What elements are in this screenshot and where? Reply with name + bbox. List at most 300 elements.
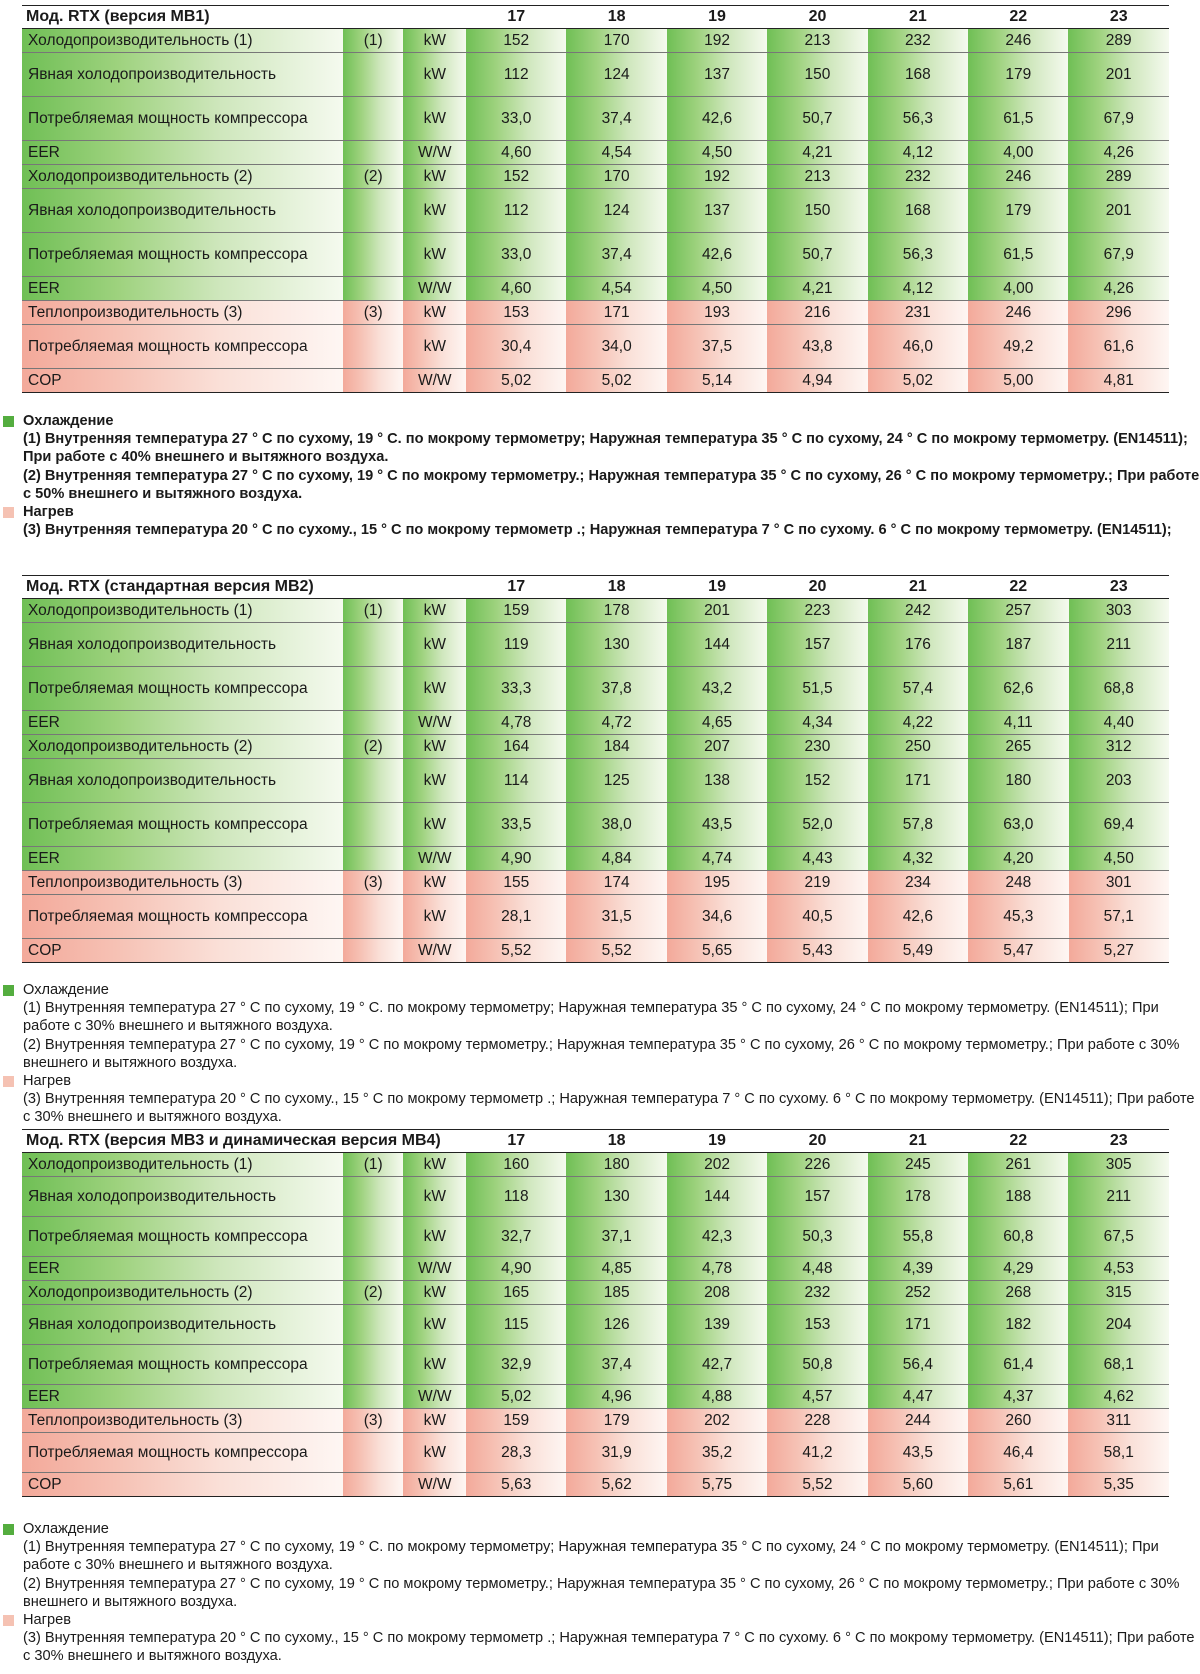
cell-value: 37,1 <box>566 1217 666 1257</box>
cell-value: 144 <box>667 623 767 667</box>
cell-value: 4,54 <box>566 277 666 301</box>
table-row <box>22 1217 1169 1257</box>
cell-value: 124 <box>566 189 666 233</box>
row-unit: W/W <box>403 1385 466 1409</box>
cooling-title: Охлаждение <box>23 982 109 998</box>
cooling-legend-icon <box>3 985 14 996</box>
cell-value: 213 <box>767 165 867 189</box>
table-row <box>22 277 1169 301</box>
table-title: Мод. RTX (версия MB3 и динамическая версия MB4) <box>22 1130 466 1153</box>
cell-value: 179 <box>968 189 1068 233</box>
cell-value: 118 <box>466 1177 566 1217</box>
cell-value: 4,29 <box>968 1257 1068 1281</box>
cell-value: 296 <box>1068 301 1169 325</box>
cell-value: 43,5 <box>868 1433 968 1473</box>
cell-value: 5,02 <box>566 369 666 393</box>
row-note-ref <box>343 1433 404 1473</box>
column-header: 21 <box>868 6 968 29</box>
cell-value: 4,12 <box>868 141 968 165</box>
cell-value: 201 <box>667 599 767 623</box>
cell-value: 245 <box>868 1153 968 1177</box>
table-row <box>22 759 1169 803</box>
cell-value: 185 <box>566 1281 666 1305</box>
cell-value: 153 <box>767 1305 867 1345</box>
cell-value: 34,6 <box>667 895 767 939</box>
cell-value: 139 <box>667 1305 767 1345</box>
cell-value: 152 <box>767 759 867 803</box>
column-header: 21 <box>868 1130 968 1153</box>
row-unit: kW <box>403 189 466 233</box>
table-row <box>22 1281 1169 1305</box>
table-row <box>22 1409 1169 1433</box>
cell-value: 69,4 <box>1069 803 1170 847</box>
cell-value: 246 <box>968 165 1068 189</box>
cell-value: 202 <box>667 1409 767 1433</box>
cell-value: 67,9 <box>1068 97 1169 141</box>
cell-value: 144 <box>667 1177 767 1217</box>
cell-value: 112 <box>466 53 566 97</box>
row-unit: W/W <box>403 1473 466 1497</box>
cell-value: 232 <box>868 165 968 189</box>
cell-value: 37,5 <box>667 325 767 369</box>
spec-table-mb2 <box>22 575 1169 963</box>
cell-value: 5,52 <box>566 939 666 963</box>
cell-value: 4,88 <box>667 1385 767 1409</box>
cell-value: 223 <box>767 599 867 623</box>
cell-value: 208 <box>667 1281 767 1305</box>
heating-legend-icon <box>3 1615 14 1626</box>
cell-value: 31,9 <box>566 1433 666 1473</box>
row-label: EER <box>22 1257 343 1281</box>
cell-value: 124 <box>566 53 666 97</box>
cell-value: 50,7 <box>767 233 867 277</box>
row-label: COP <box>22 939 343 963</box>
cell-value: 248 <box>968 871 1068 895</box>
column-header: 20 <box>767 576 867 599</box>
cell-value: 37,4 <box>566 97 666 141</box>
row-note-ref <box>343 277 404 301</box>
row-note-ref <box>343 97 404 141</box>
notes-block-mb3-mb4 <box>0 1520 1200 1666</box>
row-note-ref: (1) <box>343 1153 404 1177</box>
cell-value: 67,9 <box>1068 233 1169 277</box>
cell-value: 182 <box>968 1305 1068 1345</box>
cell-value: 153 <box>466 301 566 325</box>
cell-value: 168 <box>868 53 968 97</box>
cell-value: 4,78 <box>667 1257 767 1281</box>
cell-value: 305 <box>1068 1153 1169 1177</box>
note-3: (3) Внутренняя температура 20 ° C по сухому., 15 ° C по мокрому термометр .; Наружная температура 7 ° C по сухому. 6 ° C по мокрому термометру. (EN14511); При работе с 30% внешнего и вытяжного воздуха. <box>23 1630 1195 1665</box>
cell-value: 171 <box>868 1305 968 1345</box>
cell-value: 37,4 <box>566 1345 666 1385</box>
cell-value: 4,26 <box>1068 277 1169 301</box>
heating-title: Нагрев <box>23 1612 71 1629</box>
cell-value: 4,21 <box>767 277 867 301</box>
cell-value: 261 <box>968 1153 1068 1177</box>
row-label: Холодопроизводительность (1) <box>22 29 343 53</box>
cell-value: 5,43 <box>767 939 867 963</box>
cell-value: 231 <box>868 301 968 325</box>
table-row <box>22 97 1169 141</box>
column-header: 20 <box>767 1130 867 1153</box>
cell-value: 4,40 <box>1069 711 1170 735</box>
row-note-ref <box>343 667 404 711</box>
note-1: (1) Внутренняя температура 27 ° C по сухому, 19 ° C. по мокрому термометру; Наружная температура 35 ° C по сухому, 24 ° C по мокрому термометру. (EN14511); При работе с 30% внешнего и вытяжного воздуха. <box>23 1000 1159 1035</box>
cell-value: 5,35 <box>1068 1473 1169 1497</box>
cell-value: 4,65 <box>667 711 767 735</box>
cell-value: 63,0 <box>968 803 1068 847</box>
heating-legend-icon <box>3 507 14 518</box>
cell-value: 187 <box>968 623 1068 667</box>
table-row <box>22 189 1169 233</box>
row-note-ref <box>343 1473 404 1497</box>
cell-value: 5,52 <box>466 939 566 963</box>
cell-value: 4,26 <box>1068 141 1169 165</box>
row-label: Теплопроизводительность (3) <box>22 871 343 895</box>
column-header: 22 <box>968 576 1068 599</box>
table-title: Мод. RTX (версия MB1) <box>22 6 466 29</box>
row-unit: kW <box>403 233 466 277</box>
cell-value: 50,3 <box>767 1217 867 1257</box>
cell-value: 4,20 <box>968 847 1068 871</box>
row-note-ref: (3) <box>343 871 404 895</box>
cell-value: 242 <box>868 599 968 623</box>
cell-value: 260 <box>968 1409 1068 1433</box>
row-label: Потребляемая мощность компрессора <box>22 803 343 847</box>
row-label: EER <box>22 141 343 165</box>
row-unit: kW <box>403 599 466 623</box>
cell-value: 45,3 <box>968 895 1068 939</box>
cell-value: 56,3 <box>868 97 968 141</box>
cell-value: 289 <box>1068 29 1169 53</box>
row-label: EER <box>22 847 343 871</box>
cell-value: 49,2 <box>968 325 1068 369</box>
row-unit: kW <box>403 1217 466 1257</box>
cell-value: 159 <box>466 1409 566 1433</box>
row-note-ref <box>343 1257 404 1281</box>
cell-value: 4,90 <box>466 847 566 871</box>
table-row <box>22 1153 1169 1177</box>
cell-value: 55,8 <box>868 1217 968 1257</box>
cell-value: 61,5 <box>968 97 1068 141</box>
cell-value: 4,50 <box>667 277 767 301</box>
cell-value: 168 <box>868 189 968 233</box>
row-label: EER <box>22 711 343 735</box>
cooling-title: Охлаждение <box>23 413 114 429</box>
cell-value: 42,6 <box>667 233 767 277</box>
heating-title: Нагрев <box>23 504 74 521</box>
cell-value: 30,4 <box>466 325 566 369</box>
cell-value: 5,60 <box>868 1473 968 1497</box>
row-unit: kW <box>403 735 466 759</box>
row-unit: W/W <box>403 277 466 301</box>
row-unit: kW <box>403 1177 466 1217</box>
cell-value: 35,2 <box>667 1433 767 1473</box>
cell-value: 193 <box>667 301 767 325</box>
cell-value: 4,85 <box>566 1257 666 1281</box>
cell-value: 201 <box>1068 189 1169 233</box>
cell-value: 56,3 <box>868 233 968 277</box>
row-note-ref <box>343 1305 404 1345</box>
column-header: 22 <box>968 6 1068 29</box>
cell-value: 159 <box>466 599 566 623</box>
cell-value: 155 <box>466 871 566 895</box>
cooling-title: Охлаждение <box>23 1521 109 1537</box>
row-label: COP <box>22 1473 343 1497</box>
cell-value: 5,47 <box>968 939 1068 963</box>
table-row <box>22 369 1169 393</box>
spec-table-mb1 <box>22 5 1169 393</box>
cell-value: 42,3 <box>667 1217 767 1257</box>
cell-value: 4,50 <box>667 141 767 165</box>
cell-value: 311 <box>1068 1409 1169 1433</box>
row-unit: kW <box>403 301 466 325</box>
cell-value: 4,12 <box>868 277 968 301</box>
table-row <box>22 1257 1169 1281</box>
row-label: Явная холодопроизводительность <box>22 189 343 233</box>
cell-value: 232 <box>767 1281 867 1305</box>
row-note-ref <box>343 189 404 233</box>
cell-value: 5,00 <box>968 369 1068 393</box>
cell-value: 130 <box>566 623 666 667</box>
row-note-ref: (2) <box>343 735 404 759</box>
cell-value: 4,60 <box>466 277 566 301</box>
cell-value: 62,6 <box>968 667 1068 711</box>
cell-value: 265 <box>968 735 1068 759</box>
cell-value: 4,81 <box>1068 369 1169 393</box>
column-header: 21 <box>868 576 968 599</box>
row-note-ref: (1) <box>343 599 404 623</box>
cell-value: 244 <box>868 1409 968 1433</box>
cell-value: 4,74 <box>667 847 767 871</box>
cell-value: 170 <box>566 29 666 53</box>
row-note-ref: (1) <box>343 29 404 53</box>
cell-value: 160 <box>466 1153 566 1177</box>
cell-value: 232 <box>868 29 968 53</box>
cell-value: 246 <box>968 301 1068 325</box>
note-1: (1) Внутренняя температура 27 ° C по сухому, 19 ° C. по мокрому термометру; Наружная температура 35 ° C по сухому, 24 ° C по мокрому термометру. (EN14511); При работе с 30% внешнего и вытяжного воздуха. <box>23 1539 1159 1574</box>
column-header: 19 <box>667 576 767 599</box>
cell-value: 192 <box>667 165 767 189</box>
row-note-ref <box>343 233 404 277</box>
cell-value: 57,8 <box>868 803 968 847</box>
cell-value: 57,4 <box>868 667 968 711</box>
row-note-ref <box>343 847 404 871</box>
cell-value: 138 <box>667 759 767 803</box>
cell-value: 303 <box>1069 599 1170 623</box>
cell-value: 5,49 <box>868 939 968 963</box>
row-label: Явная холодопроизводительность <box>22 623 343 667</box>
heating-title: Нагрев <box>23 1073 71 1090</box>
row-label: Холодопроизводительность (2) <box>22 735 343 759</box>
cell-value: 211 <box>1068 1177 1169 1217</box>
cell-value: 315 <box>1068 1281 1169 1305</box>
table-row <box>22 1433 1169 1473</box>
cell-value: 5,61 <box>968 1473 1068 1497</box>
column-header: 18 <box>566 1130 666 1153</box>
cell-value: 114 <box>466 759 566 803</box>
cell-value: 246 <box>968 29 1068 53</box>
cell-value: 4,34 <box>767 711 867 735</box>
cell-value: 61,6 <box>1068 325 1169 369</box>
note-2: (2) Внутренняя температура 27 ° C по сухому, 19 ° C по мокрому термометру.; Наружная температура 35 ° C по сухому, 26 ° C по мокрому термометру.; При работе с 50% внешнего и вытяжного воздуха. <box>23 467 1200 502</box>
row-label: Потребляемая мощность компрессора <box>22 97 343 141</box>
table-title: Мод. RTX (стандартная версия MB2) <box>22 576 466 599</box>
row-note-ref <box>343 759 404 803</box>
cell-value: 4,21 <box>767 141 867 165</box>
row-unit: kW <box>403 1281 466 1305</box>
cell-value: 4,53 <box>1068 1257 1169 1281</box>
cell-value: 150 <box>767 53 867 97</box>
cell-value: 301 <box>1069 871 1170 895</box>
cell-value: 37,4 <box>566 233 666 277</box>
cell-value: 5,02 <box>868 369 968 393</box>
table-row <box>22 1385 1169 1409</box>
cell-value: 4,32 <box>868 847 968 871</box>
cell-value: 4,00 <box>968 141 1068 165</box>
cell-value: 257 <box>968 599 1068 623</box>
table-row <box>22 53 1169 97</box>
notes-block-mb1 <box>0 412 1200 539</box>
row-label: Потребляемая мощность компрессора <box>22 233 343 277</box>
cell-value: 42,6 <box>868 895 968 939</box>
cell-value: 50,7 <box>767 97 867 141</box>
row-unit: kW <box>403 53 466 97</box>
cell-value: 33,0 <box>466 233 566 277</box>
table-row <box>22 325 1169 369</box>
column-header: 19 <box>667 1130 767 1153</box>
table-row <box>22 895 1169 939</box>
cell-value: 137 <box>667 53 767 97</box>
table-row <box>22 803 1169 847</box>
table-row <box>22 735 1169 759</box>
row-unit: kW <box>403 667 466 711</box>
row-unit: kW <box>403 165 466 189</box>
cell-value: 152 <box>466 165 566 189</box>
row-unit: kW <box>403 1153 466 1177</box>
column-header: 23 <box>1069 576 1170 599</box>
table-row <box>22 1177 1169 1217</box>
table-row <box>22 711 1169 735</box>
cell-value: 250 <box>868 735 968 759</box>
cell-value: 52,0 <box>767 803 867 847</box>
row-note-ref <box>343 1385 404 1409</box>
row-unit: kW <box>403 1345 466 1385</box>
row-label: EER <box>22 1385 343 1409</box>
table-row <box>22 233 1169 277</box>
cell-value: 33,3 <box>466 667 566 711</box>
cell-value: 28,3 <box>466 1433 566 1473</box>
cell-value: 180 <box>566 1153 666 1177</box>
cell-value: 289 <box>1068 165 1169 189</box>
cell-value: 60,8 <box>968 1217 1068 1257</box>
cell-value: 4,60 <box>466 141 566 165</box>
cell-value: 312 <box>1069 735 1170 759</box>
row-note-ref <box>343 1345 404 1385</box>
cell-value: 5,14 <box>667 369 767 393</box>
cell-value: 61,4 <box>968 1345 1068 1385</box>
cell-value: 43,8 <box>767 325 867 369</box>
row-label: Холодопроизводительность (2) <box>22 1281 343 1305</box>
row-label: Потребляемая мощность компрессора <box>22 1217 343 1257</box>
table-row <box>22 1345 1169 1385</box>
cell-value: 57,1 <box>1069 895 1170 939</box>
cell-value: 51,5 <box>767 667 867 711</box>
cell-value: 126 <box>566 1305 666 1345</box>
cell-value: 211 <box>1069 623 1170 667</box>
cell-value: 4,11 <box>968 711 1068 735</box>
row-label: Теплопроизводительность (3) <box>22 1409 343 1433</box>
cell-value: 226 <box>767 1153 867 1177</box>
row-note-ref <box>343 325 404 369</box>
cell-value: 112 <box>466 189 566 233</box>
row-unit: W/W <box>403 1257 466 1281</box>
cell-value: 31,5 <box>566 895 666 939</box>
cell-value: 164 <box>466 735 566 759</box>
cell-value: 180 <box>968 759 1068 803</box>
cell-value: 5,63 <box>466 1473 566 1497</box>
row-note-ref <box>343 803 404 847</box>
row-label: Холодопроизводительность (2) <box>22 165 343 189</box>
row-label: Потребляемая мощность компрессора <box>22 325 343 369</box>
cell-value: 42,6 <box>667 97 767 141</box>
cell-value: 207 <box>667 735 767 759</box>
column-header: 18 <box>566 6 666 29</box>
row-note-ref <box>343 895 404 939</box>
note-3: (3) Внутренняя температура 20 ° C по сухому., 15 ° C по мокрому термометр .; Наружная температура 7 ° C по сухому. 6 ° C по мокрому термометру. (EN14511); <box>23 522 1172 539</box>
table-row <box>22 847 1169 871</box>
note-2: (2) Внутренняя температура 27 ° C по сухому, 19 ° C по мокрому термометру.; Наружная температура 35 ° C по сухому, 26 ° C по мокрому термометру.; При работе с 30% внешнего и вытяжного воздуха. <box>23 1575 1180 1610</box>
row-label: Потребляемая мощность компрессора <box>22 667 343 711</box>
row-unit: W/W <box>403 711 466 735</box>
cooling-legend-icon <box>3 1524 14 1535</box>
cell-value: 228 <box>767 1409 867 1433</box>
cell-value: 4,62 <box>1068 1385 1169 1409</box>
cell-value: 34,0 <box>566 325 666 369</box>
column-header: 17 <box>466 1130 566 1153</box>
row-label: Холодопроизводительность (1) <box>22 599 343 623</box>
cell-value: 184 <box>566 735 666 759</box>
cell-value: 4,90 <box>466 1257 566 1281</box>
row-unit: W/W <box>403 939 466 963</box>
table-row <box>22 29 1169 53</box>
cell-value: 4,96 <box>566 1385 666 1409</box>
cell-value: 46,0 <box>868 325 968 369</box>
cell-value: 42,7 <box>667 1345 767 1385</box>
table-row <box>22 1305 1169 1345</box>
table-row <box>22 141 1169 165</box>
column-header: 18 <box>566 576 666 599</box>
row-unit: kW <box>403 1305 466 1345</box>
cell-value: 33,0 <box>466 97 566 141</box>
row-unit: kW <box>403 759 466 803</box>
cell-value: 219 <box>767 871 867 895</box>
row-unit: kW <box>403 871 466 895</box>
cell-value: 5,62 <box>566 1473 666 1497</box>
cell-value: 4,39 <box>868 1257 968 1281</box>
column-header: 20 <box>767 6 867 29</box>
note-1: (1) Внутренняя температура 27 ° C по сухому, 19 ° C. по мокрому термометру; Наружная температура 35 ° C по сухому, 24 ° C по мокрому термометру. (EN14511); При работе с 40% внешнего и вытяжного воздуха. <box>23 431 1188 466</box>
cell-value: 5,27 <box>1069 939 1170 963</box>
row-unit: W/W <box>403 141 466 165</box>
table-row <box>22 667 1169 711</box>
cell-value: 179 <box>968 53 1068 97</box>
row-note-ref <box>343 141 404 165</box>
cell-value: 4,78 <box>466 711 566 735</box>
row-label: Явная холодопроизводительность <box>22 53 343 97</box>
cell-value: 204 <box>1068 1305 1169 1345</box>
cell-value: 5,02 <box>466 369 566 393</box>
